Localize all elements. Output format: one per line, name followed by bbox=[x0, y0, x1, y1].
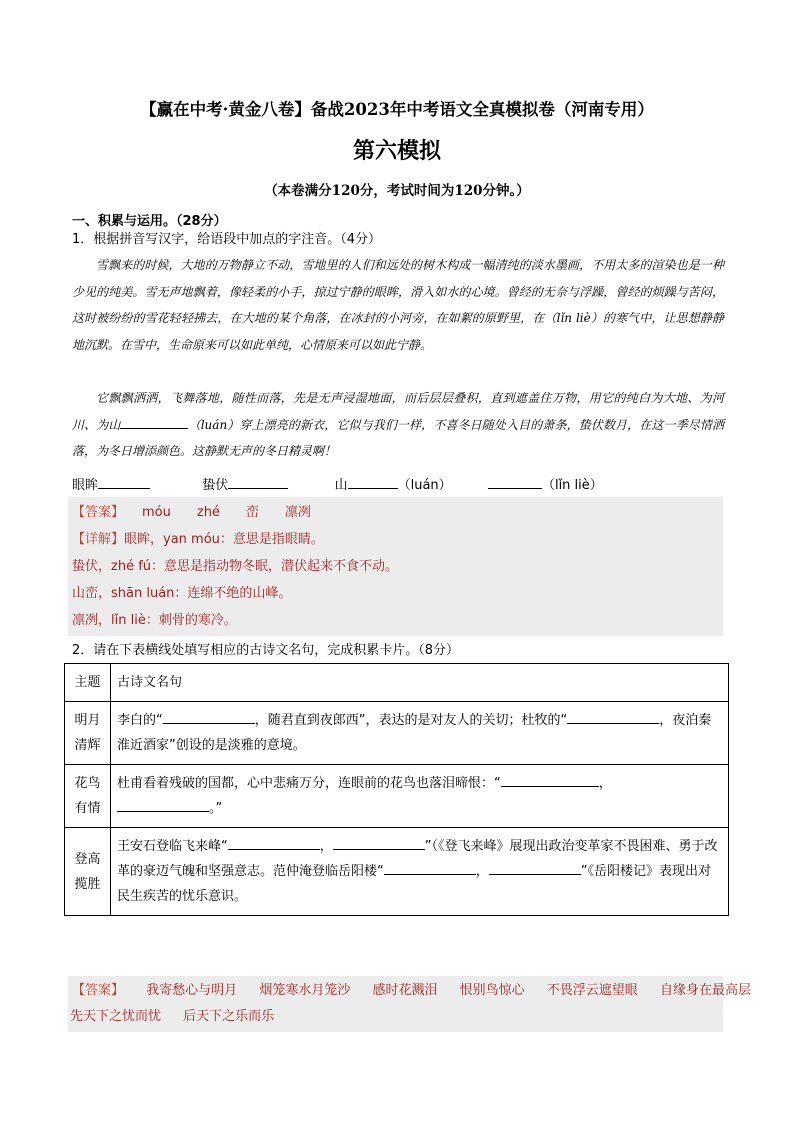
blank-3[interactable] bbox=[348, 476, 398, 489]
row-text: 王安石登临飞来峰“ bbox=[117, 839, 228, 854]
blank-label-1: 眼眸 bbox=[72, 478, 99, 493]
passage-paragraph-2 bbox=[72, 385, 724, 465]
fill-blank[interactable] bbox=[120, 416, 188, 429]
row-text: ， bbox=[319, 839, 333, 854]
q2-answer-line-2 bbox=[70, 1005, 274, 1024]
answer-item: 后天下之乐而乐 bbox=[183, 1009, 275, 1024]
answer-item: 自缘身在最高层 bbox=[659, 983, 751, 998]
answer-item: 感时花溅泪 bbox=[372, 983, 438, 998]
explanation-line: 山峦，shān luán：连绵不绝的山峰。 bbox=[72, 586, 292, 601]
answer-tag: 【答案】 bbox=[72, 505, 125, 520]
poem-blank[interactable] bbox=[333, 837, 425, 850]
explanation-tag: 【详解】 bbox=[72, 532, 125, 547]
row-text: 。” bbox=[209, 801, 223, 816]
answer-tag: 【答案】 bbox=[72, 983, 125, 998]
blank-4[interactable] bbox=[488, 476, 542, 489]
table-row bbox=[65, 828, 729, 916]
poem-blank[interactable] bbox=[117, 799, 209, 812]
q1-answer-blanks bbox=[72, 474, 603, 493]
row-text: 杜甫看着残破的国都，心中悲痛万分，连眼前的花鸟也落泪啼恨：“ bbox=[117, 776, 501, 791]
answer-item: 不畏浮云遮望眼 bbox=[546, 983, 638, 998]
row-text: ，随君直到夜郎西”，表达的是对友人的关切；杜牧的“ bbox=[254, 713, 568, 728]
blank-4-pinyin: （lǐn liè） bbox=[541, 478, 603, 493]
explanation-line: 眼眸，yan móu：意思是指眼睛。 bbox=[124, 532, 324, 547]
poem-blank[interactable] bbox=[501, 774, 599, 787]
table-header-row bbox=[65, 664, 729, 702]
poem-blank[interactable] bbox=[228, 837, 320, 850]
row-content bbox=[111, 765, 729, 828]
exam-note: （本卷满分120分，考试时间为120分钟。） bbox=[264, 183, 530, 199]
header-poems: 古诗文名句 bbox=[111, 664, 729, 702]
blank-1[interactable] bbox=[98, 476, 150, 489]
header-topic: 主题 bbox=[65, 664, 111, 702]
paragraph-2-start: 它飘飘洒洒，飞舞落地，随性而落，先是无声浸湿地面，而后层层叠积，直到遮盖住万物，用它的纯白为大地、为河川、为山 bbox=[72, 391, 724, 432]
answer-item: 恨别鸟惊心 bbox=[459, 983, 525, 998]
q1-explanation bbox=[72, 528, 324, 547]
exam-subtitle: 第六模拟 bbox=[352, 138, 441, 164]
q2-answer-box bbox=[68, 976, 751, 1032]
answer-item: 我寄愁心与明月 bbox=[146, 983, 238, 998]
paragraph-2-end: （luán）穿上漂亮的新衣，它似与我们一样，不喜冬日随处入目的萧条，蛰伏数月，在这一季尽情洒落，为冬日增添颜色。这静默无声的冬日精灵啊！ bbox=[72, 417, 724, 458]
answer-text: móu zhé 峦 凛冽 bbox=[142, 505, 311, 520]
q1-answer bbox=[72, 501, 311, 520]
row-content bbox=[111, 828, 729, 916]
explanation-line: 凛冽，lǐn liè：刺骨的寒冷。 bbox=[72, 613, 237, 628]
row-topic: 登高揽胜 bbox=[65, 828, 111, 916]
row-topic: 花鸟有情 bbox=[65, 765, 111, 828]
row-text: 李白的“ bbox=[117, 713, 163, 728]
poem-blank[interactable] bbox=[489, 862, 581, 875]
blank-label-2: 蛰伏 bbox=[202, 478, 229, 493]
answer-item: 先天下之忧而忧 bbox=[70, 1009, 162, 1024]
question-1-prompt: 1．根据拼音写汉字，给语段中加点的字注音。（4分） bbox=[72, 232, 382, 247]
question-2-prompt: 2．请在下表横线处填写相应的古诗文名句，完成积累卡片。（8分） bbox=[72, 643, 460, 658]
poem-blank[interactable] bbox=[384, 862, 476, 875]
poem-blank[interactable] bbox=[567, 711, 659, 724]
explanation-line: 蛰伏，zhé fú：意思是指动物冬眠，潜伏起来不食不动。 bbox=[72, 559, 399, 574]
blank-label-3: 山 bbox=[334, 478, 348, 493]
table-row bbox=[65, 765, 729, 828]
answer-item: 烟笼寒水月笼沙 bbox=[259, 983, 351, 998]
q2-answer-line-1 bbox=[72, 979, 751, 998]
row-content bbox=[111, 702, 729, 765]
passage-paragraph-1: 雪飘来的时候，大地的万物静立不动，雪地里的人们和远处的树木构成一幅清纯的淡水墨画，不用太多的渲染也是一种少见的纯美。雪无声地飘着，像轻柔的小手，掠过宁静的眼眸，滑入如水的心境。曾经的无奈与浮躁，曾经的烦躁与苦闷，这时被纷纷的雪花轻轻拂去，在大地的某个角落，在冰封的小河旁，在如絮的原野里，在（lǐn liè）的寒气中，让思想静静地沉默。在雪中，生命原来可以如此单纯，心情原来可以如此宁静。 bbox=[72, 258, 724, 352]
exam-title: 【赢在中考·黄金八卷】备战2023年中考语文全真模拟卷（河南专用） bbox=[140, 100, 654, 119]
row-text: ”（《登飞来峰》展现出政治变革家不畏困难、勇于改革的豪迈气魄和坚强意志。范仲淹登临岳阳楼“ bbox=[117, 839, 718, 879]
q1-answer-box bbox=[68, 497, 723, 636]
poem-blank[interactable] bbox=[163, 711, 255, 724]
blank-3-pinyin: （luán） bbox=[397, 478, 452, 493]
section-heading: 一、积累与运用。（28分） bbox=[72, 214, 227, 229]
row-text: ”《岳阳楼记》表现出对民生疾苦的忧乐意识。 bbox=[117, 864, 712, 904]
row-text: ， bbox=[598, 776, 612, 791]
row-text: ， bbox=[475, 864, 489, 879]
blank-2[interactable] bbox=[228, 476, 288, 489]
row-topic: 明月清辉 bbox=[65, 702, 111, 765]
table-row bbox=[65, 702, 729, 765]
accumulation-card-table bbox=[64, 663, 729, 916]
row-text: ，夜泊秦淮近酒家”创设的是淡雅的意境。 bbox=[117, 713, 712, 753]
